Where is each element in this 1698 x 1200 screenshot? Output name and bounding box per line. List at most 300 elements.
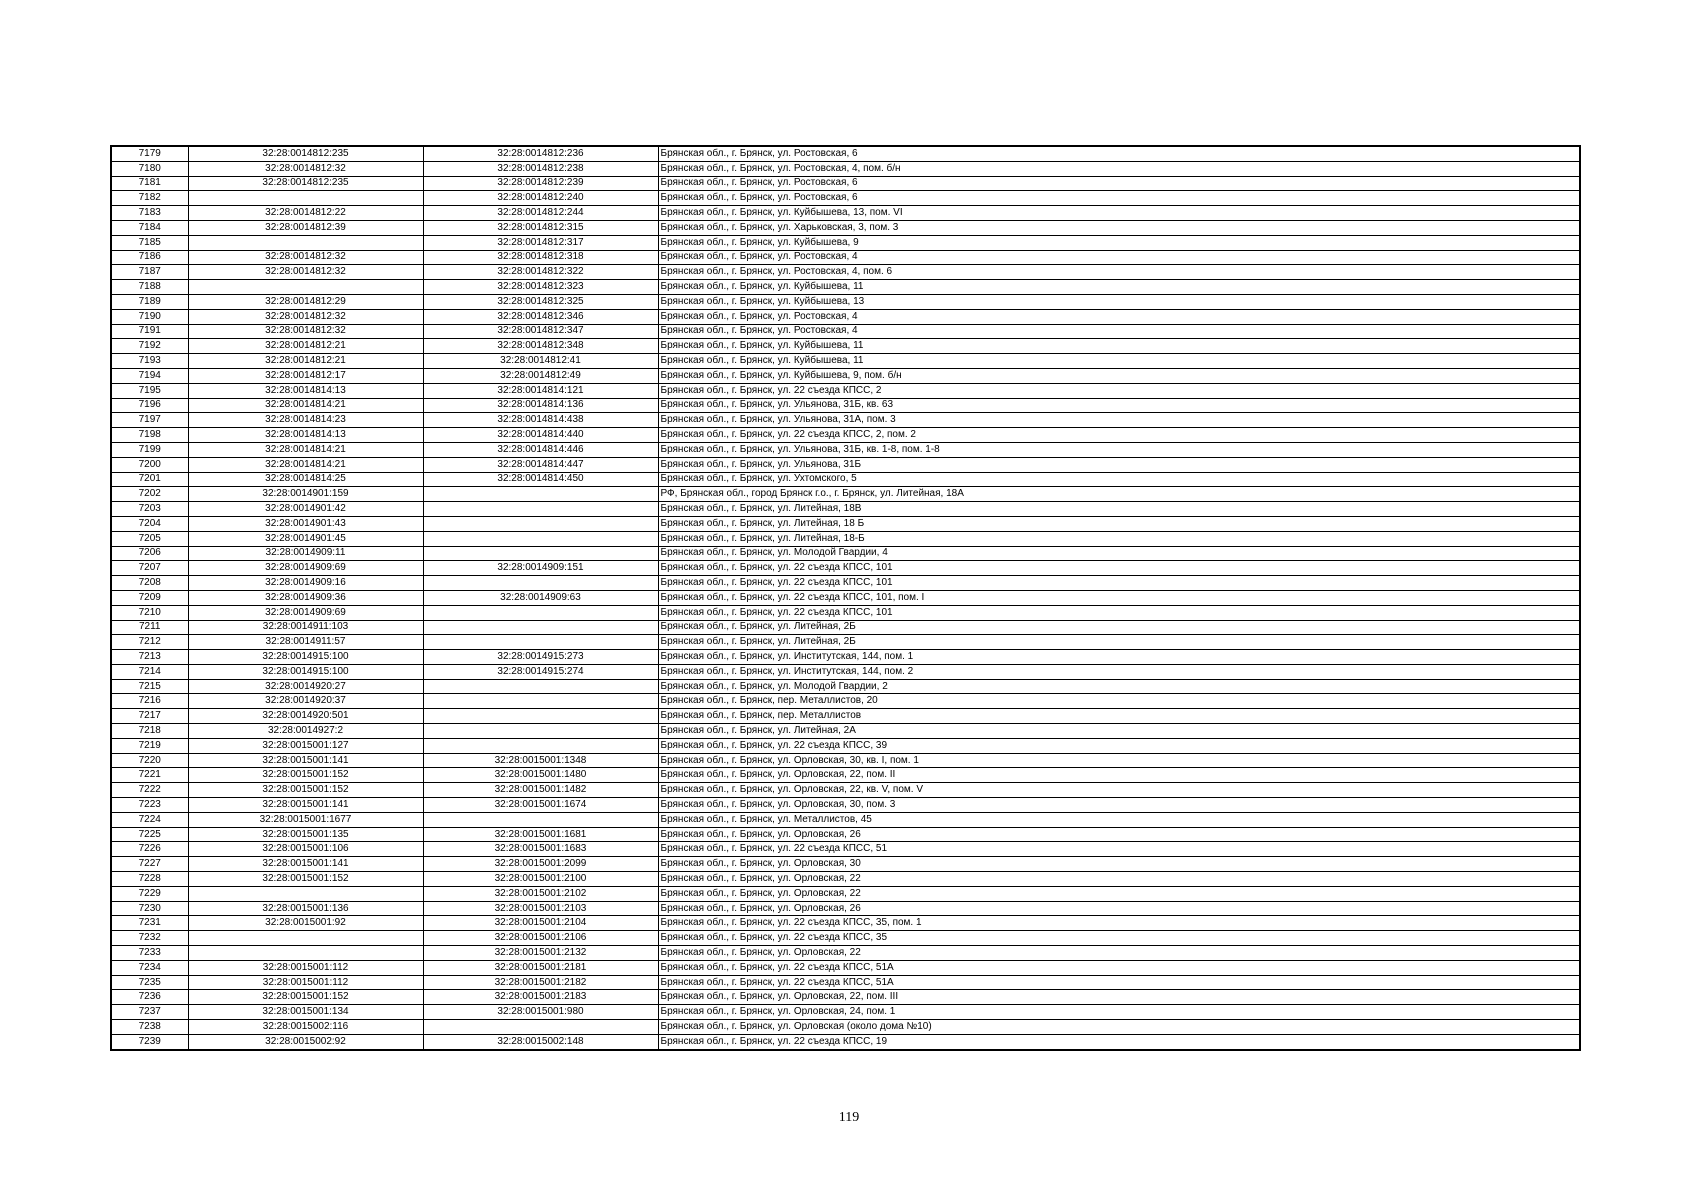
address-cell: Брянская обл., г. Брянск, ул. Литейная, 18В [658, 502, 1580, 517]
object-number-cell: 32:28:0014812:315 [423, 220, 658, 235]
parcel-number-cell: 32:28:0014920:27 [188, 679, 423, 694]
object-number-cell: 32:28:0015001:2181 [423, 960, 658, 975]
table-row [111, 679, 1580, 694]
row-number-cell: 7187 [111, 265, 188, 280]
parcel-number-cell: 32:28:0014812:32 [188, 161, 423, 176]
address-cell: Брянская обл., г. Брянск, ул. 22 съезда КПСС, 101, пом. I [658, 590, 1580, 605]
object-number-cell: 32:28:0015001:1482 [423, 783, 658, 798]
object-number-cell: 32:28:0014812:323 [423, 280, 658, 295]
table-row [111, 783, 1580, 798]
object-number-cell: 32:28:0015001:1681 [423, 827, 658, 842]
table-row [111, 753, 1580, 768]
table-row [111, 605, 1580, 620]
parcel-number-cell: 32:28:0014814:21 [188, 457, 423, 472]
parcel-number-cell [188, 280, 423, 295]
object-number-cell: 32:28:0014812:346 [423, 309, 658, 324]
table-row [111, 664, 1580, 679]
parcel-number-cell: 32:28:0014812:32 [188, 250, 423, 265]
row-number-cell: 7203 [111, 502, 188, 517]
parcel-number-cell: 32:28:0014901:45 [188, 531, 423, 546]
row-number-cell: 7219 [111, 738, 188, 753]
table-row [111, 931, 1580, 946]
row-number-cell: 7201 [111, 472, 188, 487]
row-number-cell: 7198 [111, 428, 188, 443]
table-row [111, 413, 1580, 428]
address-cell: Брянская обл., г. Брянск, ул. Ухтомского, 5 [658, 472, 1580, 487]
object-number-cell: 32:28:0014814:438 [423, 413, 658, 428]
parcel-number-cell: 32:28:0014927:2 [188, 724, 423, 739]
row-number-cell: 7231 [111, 916, 188, 931]
object-number-cell [423, 1020, 658, 1035]
table-row [111, 206, 1580, 221]
parcel-number-cell: 32:28:0014909:69 [188, 605, 423, 620]
row-number-cell: 7224 [111, 812, 188, 827]
object-number-cell: 32:28:0014812:348 [423, 339, 658, 354]
address-cell: Брянская обл., г. Брянск, ул. 22 съезда КПСС, 2 [658, 383, 1580, 398]
parcel-number-cell: 32:28:0014812:32 [188, 265, 423, 280]
table-row [111, 383, 1580, 398]
parcel-number-cell: 32:28:0014812:17 [188, 368, 423, 383]
parcel-number-cell: 32:28:0014812:235 [188, 176, 423, 191]
address-cell: Брянская обл., г. Брянск, ул. Ульянова, 31Б [658, 457, 1580, 472]
table-row [111, 576, 1580, 591]
address-cell: Брянская обл., г. Брянск, ул. 22 съезда КПСС, 2, пом. 2 [658, 428, 1580, 443]
table-row [111, 368, 1580, 383]
row-number-cell: 7212 [111, 635, 188, 650]
table-row [111, 1005, 1580, 1020]
row-number-cell: 7204 [111, 516, 188, 531]
object-number-cell: 32:28:0015001:2132 [423, 946, 658, 961]
table-row [111, 1034, 1580, 1049]
parcel-number-cell: 32:28:0014901:42 [188, 502, 423, 517]
parcel-number-cell: 32:28:0014920:37 [188, 694, 423, 709]
parcel-number-cell: 32:28:0014911:103 [188, 620, 423, 635]
table-row [111, 812, 1580, 827]
row-number-cell: 7215 [111, 679, 188, 694]
parcel-number-cell: 32:28:0014812:29 [188, 294, 423, 309]
row-number-cell: 7184 [111, 220, 188, 235]
table-row [111, 561, 1580, 576]
address-cell: Брянская обл., г. Брянск, ул. Литейная, 2Б [658, 635, 1580, 650]
object-number-cell: 32:28:0015001:2103 [423, 901, 658, 916]
object-number-cell: 32:28:0015001:980 [423, 1005, 658, 1020]
row-number-cell: 7227 [111, 857, 188, 872]
object-number-cell: 32:28:0014814:446 [423, 442, 658, 457]
address-cell: Брянская обл., г. Брянск, ул. Ульянова, 31Б, кв. 1-8, пом. 1-8 [658, 442, 1580, 457]
table-row [111, 635, 1580, 650]
object-number-cell: 32:28:0015001:2183 [423, 990, 658, 1005]
row-number-cell: 7180 [111, 161, 188, 176]
address-cell: Брянская обл., г. Брянск, ул. Орловская (около дома №10) [658, 1020, 1580, 1035]
row-number-cell: 7192 [111, 339, 188, 354]
table-row [111, 738, 1580, 753]
table-row [111, 590, 1580, 605]
row-number-cell: 7185 [111, 235, 188, 250]
address-cell: Брянская обл., г. Брянск, ул. 22 съезда КПСС, 51А [658, 960, 1580, 975]
parcel-number-cell: 32:28:0014901:43 [188, 516, 423, 531]
object-number-cell: 32:28:0014812:325 [423, 294, 658, 309]
row-number-cell: 7230 [111, 901, 188, 916]
table-row [111, 872, 1580, 887]
object-number-cell: 32:28:0014814:440 [423, 428, 658, 443]
address-cell: Брянская обл., г. Брянск, ул. Металлистов, 45 [658, 812, 1580, 827]
property-table [110, 145, 1581, 1051]
address-cell: Брянская обл., г. Брянск, ул. Харьковская, 3, пом. 3 [658, 220, 1580, 235]
table-row [111, 1020, 1580, 1035]
parcel-number-cell: 32:28:0014812:235 [188, 146, 423, 161]
parcel-number-cell: 32:28:0014812:21 [188, 339, 423, 354]
table-row [111, 857, 1580, 872]
address-cell: Брянская обл., г. Брянск, ул. Литейная, 18 Б [658, 516, 1580, 531]
address-cell: Брянская обл., г. Брянск, ул. Молодой Гвардии, 4 [658, 546, 1580, 561]
table-row [111, 220, 1580, 235]
address-cell: Брянская обл., г. Брянск, ул. Орловская, 30, кв. I, пом. 1 [658, 753, 1580, 768]
address-cell: Брянская обл., г. Брянск, пер. Металлистов [658, 709, 1580, 724]
parcel-number-cell: 32:28:0015001:152 [188, 783, 423, 798]
object-number-cell: 32:28:0014915:274 [423, 664, 658, 679]
row-number-cell: 7183 [111, 206, 188, 221]
object-number-cell: 32:28:0014814:136 [423, 398, 658, 413]
address-cell: Брянская обл., г. Брянск, ул. Литейная, 2А [658, 724, 1580, 739]
row-number-cell: 7191 [111, 324, 188, 339]
parcel-number-cell: 32:28:0014814:21 [188, 398, 423, 413]
table-row [111, 946, 1580, 961]
row-number-cell: 7238 [111, 1020, 188, 1035]
address-cell: Брянская обл., г. Брянск, ул. Ростовская, 6 [658, 176, 1580, 191]
row-number-cell: 7197 [111, 413, 188, 428]
table-row [111, 176, 1580, 191]
table-row [111, 146, 1580, 161]
address-cell: Брянская обл., г. Брянск, ул. Куйбышева, 13 [658, 294, 1580, 309]
address-cell: Брянская обл., г. Брянск, ул. Молодой Гвардии, 2 [658, 679, 1580, 694]
row-number-cell: 7232 [111, 931, 188, 946]
object-number-cell: 32:28:0014812:240 [423, 191, 658, 206]
row-number-cell: 7235 [111, 975, 188, 990]
parcel-number-cell: 32:28:0015001:112 [188, 960, 423, 975]
address-cell: Брянская обл., г. Брянск, ул. Орловская, 22 [658, 872, 1580, 887]
address-cell: Брянская обл., г. Брянск, ул. Орловская, 30 [658, 857, 1580, 872]
parcel-number-cell [188, 191, 423, 206]
row-number-cell: 7186 [111, 250, 188, 265]
object-number-cell [423, 531, 658, 546]
address-cell: РФ, Брянская обл., город Брянск г.о., г. Брянск, ул. Литейная, 18А [658, 487, 1580, 502]
table-row [111, 842, 1580, 857]
object-number-cell: 32:28:0015001:2099 [423, 857, 658, 872]
address-cell: Брянская обл., г. Брянск, ул. 22 съезда КПСС, 101 [658, 576, 1580, 591]
parcel-number-cell: 32:28:0014915:100 [188, 664, 423, 679]
parcel-number-cell: 32:28:0015001:136 [188, 901, 423, 916]
row-number-cell: 7226 [111, 842, 188, 857]
row-number-cell: 7196 [111, 398, 188, 413]
table-row [111, 916, 1580, 931]
object-number-cell: 32:28:0014814:447 [423, 457, 658, 472]
table-row [111, 354, 1580, 369]
table-row [111, 339, 1580, 354]
table-row [111, 324, 1580, 339]
address-cell: Брянская обл., г. Брянск, ул. Орловская, 30, пом. 3 [658, 798, 1580, 813]
table-row [111, 309, 1580, 324]
object-number-cell: 32:28:0014915:273 [423, 650, 658, 665]
table-row [111, 250, 1580, 265]
table-row [111, 650, 1580, 665]
table-row [111, 531, 1580, 546]
parcel-number-cell: 32:28:0014814:25 [188, 472, 423, 487]
table-row [111, 709, 1580, 724]
parcel-number-cell [188, 931, 423, 946]
address-cell: Брянская обл., г. Брянск, ул. Орловская, 26 [658, 827, 1580, 842]
property-table-body [111, 146, 1580, 1050]
table-row [111, 487, 1580, 502]
object-number-cell [423, 679, 658, 694]
row-number-cell: 7221 [111, 768, 188, 783]
object-number-cell: 32:28:0014909:63 [423, 590, 658, 605]
row-number-cell: 7194 [111, 368, 188, 383]
table-row [111, 191, 1580, 206]
object-number-cell [423, 546, 658, 561]
object-number-cell: 32:28:0015001:2100 [423, 872, 658, 887]
parcel-number-cell: 32:28:0014812:39 [188, 220, 423, 235]
row-number-cell: 7202 [111, 487, 188, 502]
row-number-cell: 7229 [111, 886, 188, 901]
address-cell: Брянская обл., г. Брянск, ул. 22 съезда КПСС, 101 [658, 605, 1580, 620]
row-number-cell: 7188 [111, 280, 188, 295]
address-cell: Брянская обл., г. Брянск, ул. Ростовская, 4 [658, 250, 1580, 265]
row-number-cell: 7189 [111, 294, 188, 309]
row-number-cell: 7179 [111, 146, 188, 161]
parcel-number-cell: 32:28:0014909:36 [188, 590, 423, 605]
parcel-number-cell: 32:28:0015001:1677 [188, 812, 423, 827]
object-number-cell: 32:28:0015001:1348 [423, 753, 658, 768]
row-number-cell: 7205 [111, 531, 188, 546]
address-cell: Брянская обл., г. Брянск, ул. Орловская, 22 [658, 946, 1580, 961]
address-cell: Брянская обл., г. Брянск, ул. Куйбышева, 11 [658, 354, 1580, 369]
row-number-cell: 7206 [111, 546, 188, 561]
parcel-number-cell: 32:28:0014812:22 [188, 206, 423, 221]
table-row [111, 975, 1580, 990]
parcel-number-cell: 32:28:0014909:11 [188, 546, 423, 561]
address-cell: Брянская обл., г. Брянск, ул. Орловская, 22, пом. III [658, 990, 1580, 1005]
address-cell: Брянская обл., г. Брянск, ул. 22 съезда КПСС, 51 [658, 842, 1580, 857]
object-number-cell: 32:28:0014909:151 [423, 561, 658, 576]
row-number-cell: 7182 [111, 191, 188, 206]
address-cell: Брянская обл., г. Брянск, ул. Куйбышева, 9, пом. б/н [658, 368, 1580, 383]
object-number-cell [423, 738, 658, 753]
object-number-cell [423, 724, 658, 739]
table-row [111, 960, 1580, 975]
table-row [111, 472, 1580, 487]
object-number-cell [423, 635, 658, 650]
parcel-number-cell: 32:28:0014920:501 [188, 709, 423, 724]
address-cell: Брянская обл., г. Брянск, ул. Куйбышева, 11 [658, 339, 1580, 354]
parcel-number-cell: 32:28:0015002:92 [188, 1034, 423, 1049]
row-number-cell: 7211 [111, 620, 188, 635]
row-number-cell: 7208 [111, 576, 188, 591]
address-cell: Брянская обл., г. Брянск, ул. Ростовская, 4, пом. б/н [658, 161, 1580, 176]
row-number-cell: 7218 [111, 724, 188, 739]
row-number-cell: 7239 [111, 1034, 188, 1049]
table-row [111, 798, 1580, 813]
parcel-number-cell: 32:28:0014812:21 [188, 354, 423, 369]
parcel-number-cell: 32:28:0014901:159 [188, 487, 423, 502]
table-row [111, 546, 1580, 561]
row-number-cell: 7207 [111, 561, 188, 576]
parcel-number-cell: 32:28:0014812:32 [188, 324, 423, 339]
parcel-number-cell [188, 886, 423, 901]
row-number-cell: 7228 [111, 872, 188, 887]
row-number-cell: 7225 [111, 827, 188, 842]
parcel-number-cell: 32:28:0015001:141 [188, 798, 423, 813]
table-row [111, 901, 1580, 916]
parcel-number-cell: 32:28:0014909:16 [188, 576, 423, 591]
parcel-number-cell: 32:28:0014814:23 [188, 413, 423, 428]
row-number-cell: 7234 [111, 960, 188, 975]
parcel-number-cell: 32:28:0015001:141 [188, 753, 423, 768]
address-cell: Брянская обл., г. Брянск, ул. Институтская, 144, пом. 1 [658, 650, 1580, 665]
object-number-cell: 32:28:0015001:1674 [423, 798, 658, 813]
table-row [111, 398, 1580, 413]
parcel-number-cell: 32:28:0014911:57 [188, 635, 423, 650]
table-row [111, 442, 1580, 457]
row-number-cell: 7190 [111, 309, 188, 324]
parcel-number-cell: 32:28:0015001:127 [188, 738, 423, 753]
table-row [111, 280, 1580, 295]
table-row [111, 516, 1580, 531]
object-number-cell [423, 487, 658, 502]
parcel-number-cell: 32:28:0014814:13 [188, 383, 423, 398]
object-number-cell: 32:28:0014812:318 [423, 250, 658, 265]
address-cell: Брянская обл., г. Брянск, ул. Ростовская, 4 [658, 309, 1580, 324]
object-number-cell: 32:28:0015001:1480 [423, 768, 658, 783]
parcel-number-cell: 32:28:0014814:13 [188, 428, 423, 443]
row-number-cell: 7199 [111, 442, 188, 457]
table-row [111, 235, 1580, 250]
address-cell: Брянская обл., г. Брянск, ул. Ростовская, 4, пом. 6 [658, 265, 1580, 280]
address-cell: Брянская обл., г. Брянск, ул. Орловская, 26 [658, 901, 1580, 916]
address-cell: Брянская обл., г. Брянск, ул. Ульянова, 31Б, кв. 63 [658, 398, 1580, 413]
parcel-number-cell: 32:28:0015001:134 [188, 1005, 423, 1020]
table-row [111, 827, 1580, 842]
object-number-cell: 32:28:0014814:121 [423, 383, 658, 398]
object-number-cell [423, 694, 658, 709]
parcel-number-cell: 32:28:0015001:152 [188, 990, 423, 1005]
address-cell: Брянская обл., г. Брянск, ул. Литейная, 2Б [658, 620, 1580, 635]
row-number-cell: 7193 [111, 354, 188, 369]
row-number-cell: 7213 [111, 650, 188, 665]
address-cell: Брянская обл., г. Брянск, ул. Институтская, 144, пом. 2 [658, 664, 1580, 679]
address-cell: Брянская обл., г. Брянск, ул. Ростовская, 6 [658, 146, 1580, 161]
parcel-number-cell: 32:28:0014909:69 [188, 561, 423, 576]
object-number-cell [423, 812, 658, 827]
row-number-cell: 7233 [111, 946, 188, 961]
object-number-cell [423, 516, 658, 531]
object-number-cell: 32:28:0014812:347 [423, 324, 658, 339]
parcel-number-cell: 32:28:0015001:135 [188, 827, 423, 842]
table-row [111, 161, 1580, 176]
address-cell: Брянская обл., г. Брянск, ул. Орловская, 22, кв. V, пом. V [658, 783, 1580, 798]
row-number-cell: 7236 [111, 990, 188, 1005]
object-number-cell: 32:28:0015001:2182 [423, 975, 658, 990]
row-number-cell: 7209 [111, 590, 188, 605]
object-number-cell: 32:28:0015001:1683 [423, 842, 658, 857]
parcel-number-cell: 32:28:0015001:152 [188, 768, 423, 783]
parcel-number-cell: 32:28:0014915:100 [188, 650, 423, 665]
object-number-cell: 32:28:0014812:244 [423, 206, 658, 221]
address-cell: Брянская обл., г. Брянск, ул. Куйбышева, 13, пом. VI [658, 206, 1580, 221]
row-number-cell: 7195 [111, 383, 188, 398]
object-number-cell [423, 605, 658, 620]
address-cell: Брянская обл., г. Брянск, ул. Ростовская, 4 [658, 324, 1580, 339]
parcel-number-cell: 32:28:0015001:112 [188, 975, 423, 990]
table-row [111, 265, 1580, 280]
address-cell: Брянская обл., г. Брянск, ул. 22 съезда КПСС, 39 [658, 738, 1580, 753]
row-number-cell: 7181 [111, 176, 188, 191]
object-number-cell [423, 620, 658, 635]
address-cell: Брянская обл., г. Брянск, ул. Ульянова, 31А, пом. 3 [658, 413, 1580, 428]
table-row [111, 724, 1580, 739]
object-number-cell: 32:28:0014814:450 [423, 472, 658, 487]
address-cell: Брянская обл., г. Брянск, ул. Орловская, 22 [658, 886, 1580, 901]
address-cell: Брянская обл., г. Брянск, ул. Литейная, 18-Б [658, 531, 1580, 546]
table-row [111, 886, 1580, 901]
object-number-cell: 32:28:0014812:322 [423, 265, 658, 280]
object-number-cell: 32:28:0014812:236 [423, 146, 658, 161]
row-number-cell: 7220 [111, 753, 188, 768]
object-number-cell: 32:28:0014812:238 [423, 161, 658, 176]
table-row [111, 694, 1580, 709]
address-cell: Брянская обл., г. Брянск, ул. 22 съезда КПСС, 19 [658, 1034, 1580, 1049]
parcel-number-cell: 32:28:0014814:21 [188, 442, 423, 457]
object-number-cell [423, 709, 658, 724]
page-number: 119 [838, 1110, 860, 1125]
address-cell: Брянская обл., г. Брянск, ул. Куйбышева, 11 [658, 280, 1580, 295]
object-number-cell: 32:28:0014812:41 [423, 354, 658, 369]
object-number-cell: 32:28:0015001:2104 [423, 916, 658, 931]
address-cell: Брянская обл., г. Брянск, ул. 22 съезда КПСС, 101 [658, 561, 1580, 576]
object-number-cell: 32:28:0014812:49 [423, 368, 658, 383]
table-row [111, 294, 1580, 309]
object-number-cell: 32:28:0015001:2102 [423, 886, 658, 901]
row-number-cell: 7217 [111, 709, 188, 724]
address-cell: Брянская обл., г. Брянск, ул. 22 съезда КПСС, 35, пом. 1 [658, 916, 1580, 931]
address-cell: Брянская обл., г. Брянск, пер. Металлистов, 20 [658, 694, 1580, 709]
address-cell: Брянская обл., г. Брянск, ул. Ростовская, 6 [658, 191, 1580, 206]
row-number-cell: 7222 [111, 783, 188, 798]
address-cell: Брянская обл., г. Брянск, ул. 22 съезда КПСС, 51А [658, 975, 1580, 990]
object-number-cell: 32:28:0014812:317 [423, 235, 658, 250]
address-cell: Брянская обл., г. Брянск, ул. Орловская, 22, пом. II [658, 768, 1580, 783]
parcel-number-cell: 32:28:0015001:152 [188, 872, 423, 887]
row-number-cell: 7200 [111, 457, 188, 472]
parcel-number-cell: 32:28:0015002:116 [188, 1020, 423, 1035]
address-cell: Брянская обл., г. Брянск, ул. 22 съезда КПСС, 35 [658, 931, 1580, 946]
object-number-cell: 32:28:0015001:2106 [423, 931, 658, 946]
address-cell: Брянская обл., г. Брянск, ул. Куйбышева, 9 [658, 235, 1580, 250]
parcel-number-cell: 32:28:0015001:141 [188, 857, 423, 872]
object-number-cell [423, 576, 658, 591]
table-row [111, 768, 1580, 783]
row-number-cell: 7214 [111, 664, 188, 679]
table-row [111, 990, 1580, 1005]
object-number-cell: 32:28:0014812:239 [423, 176, 658, 191]
parcel-number-cell [188, 946, 423, 961]
table-row [111, 428, 1580, 443]
row-number-cell: 7216 [111, 694, 188, 709]
object-number-cell [423, 502, 658, 517]
address-cell: Брянская обл., г. Брянск, ул. Орловская, 24, пом. 1 [658, 1005, 1580, 1020]
table-row [111, 457, 1580, 472]
object-number-cell: 32:28:0015002:148 [423, 1034, 658, 1049]
parcel-number-cell: 32:28:0015001:92 [188, 916, 423, 931]
